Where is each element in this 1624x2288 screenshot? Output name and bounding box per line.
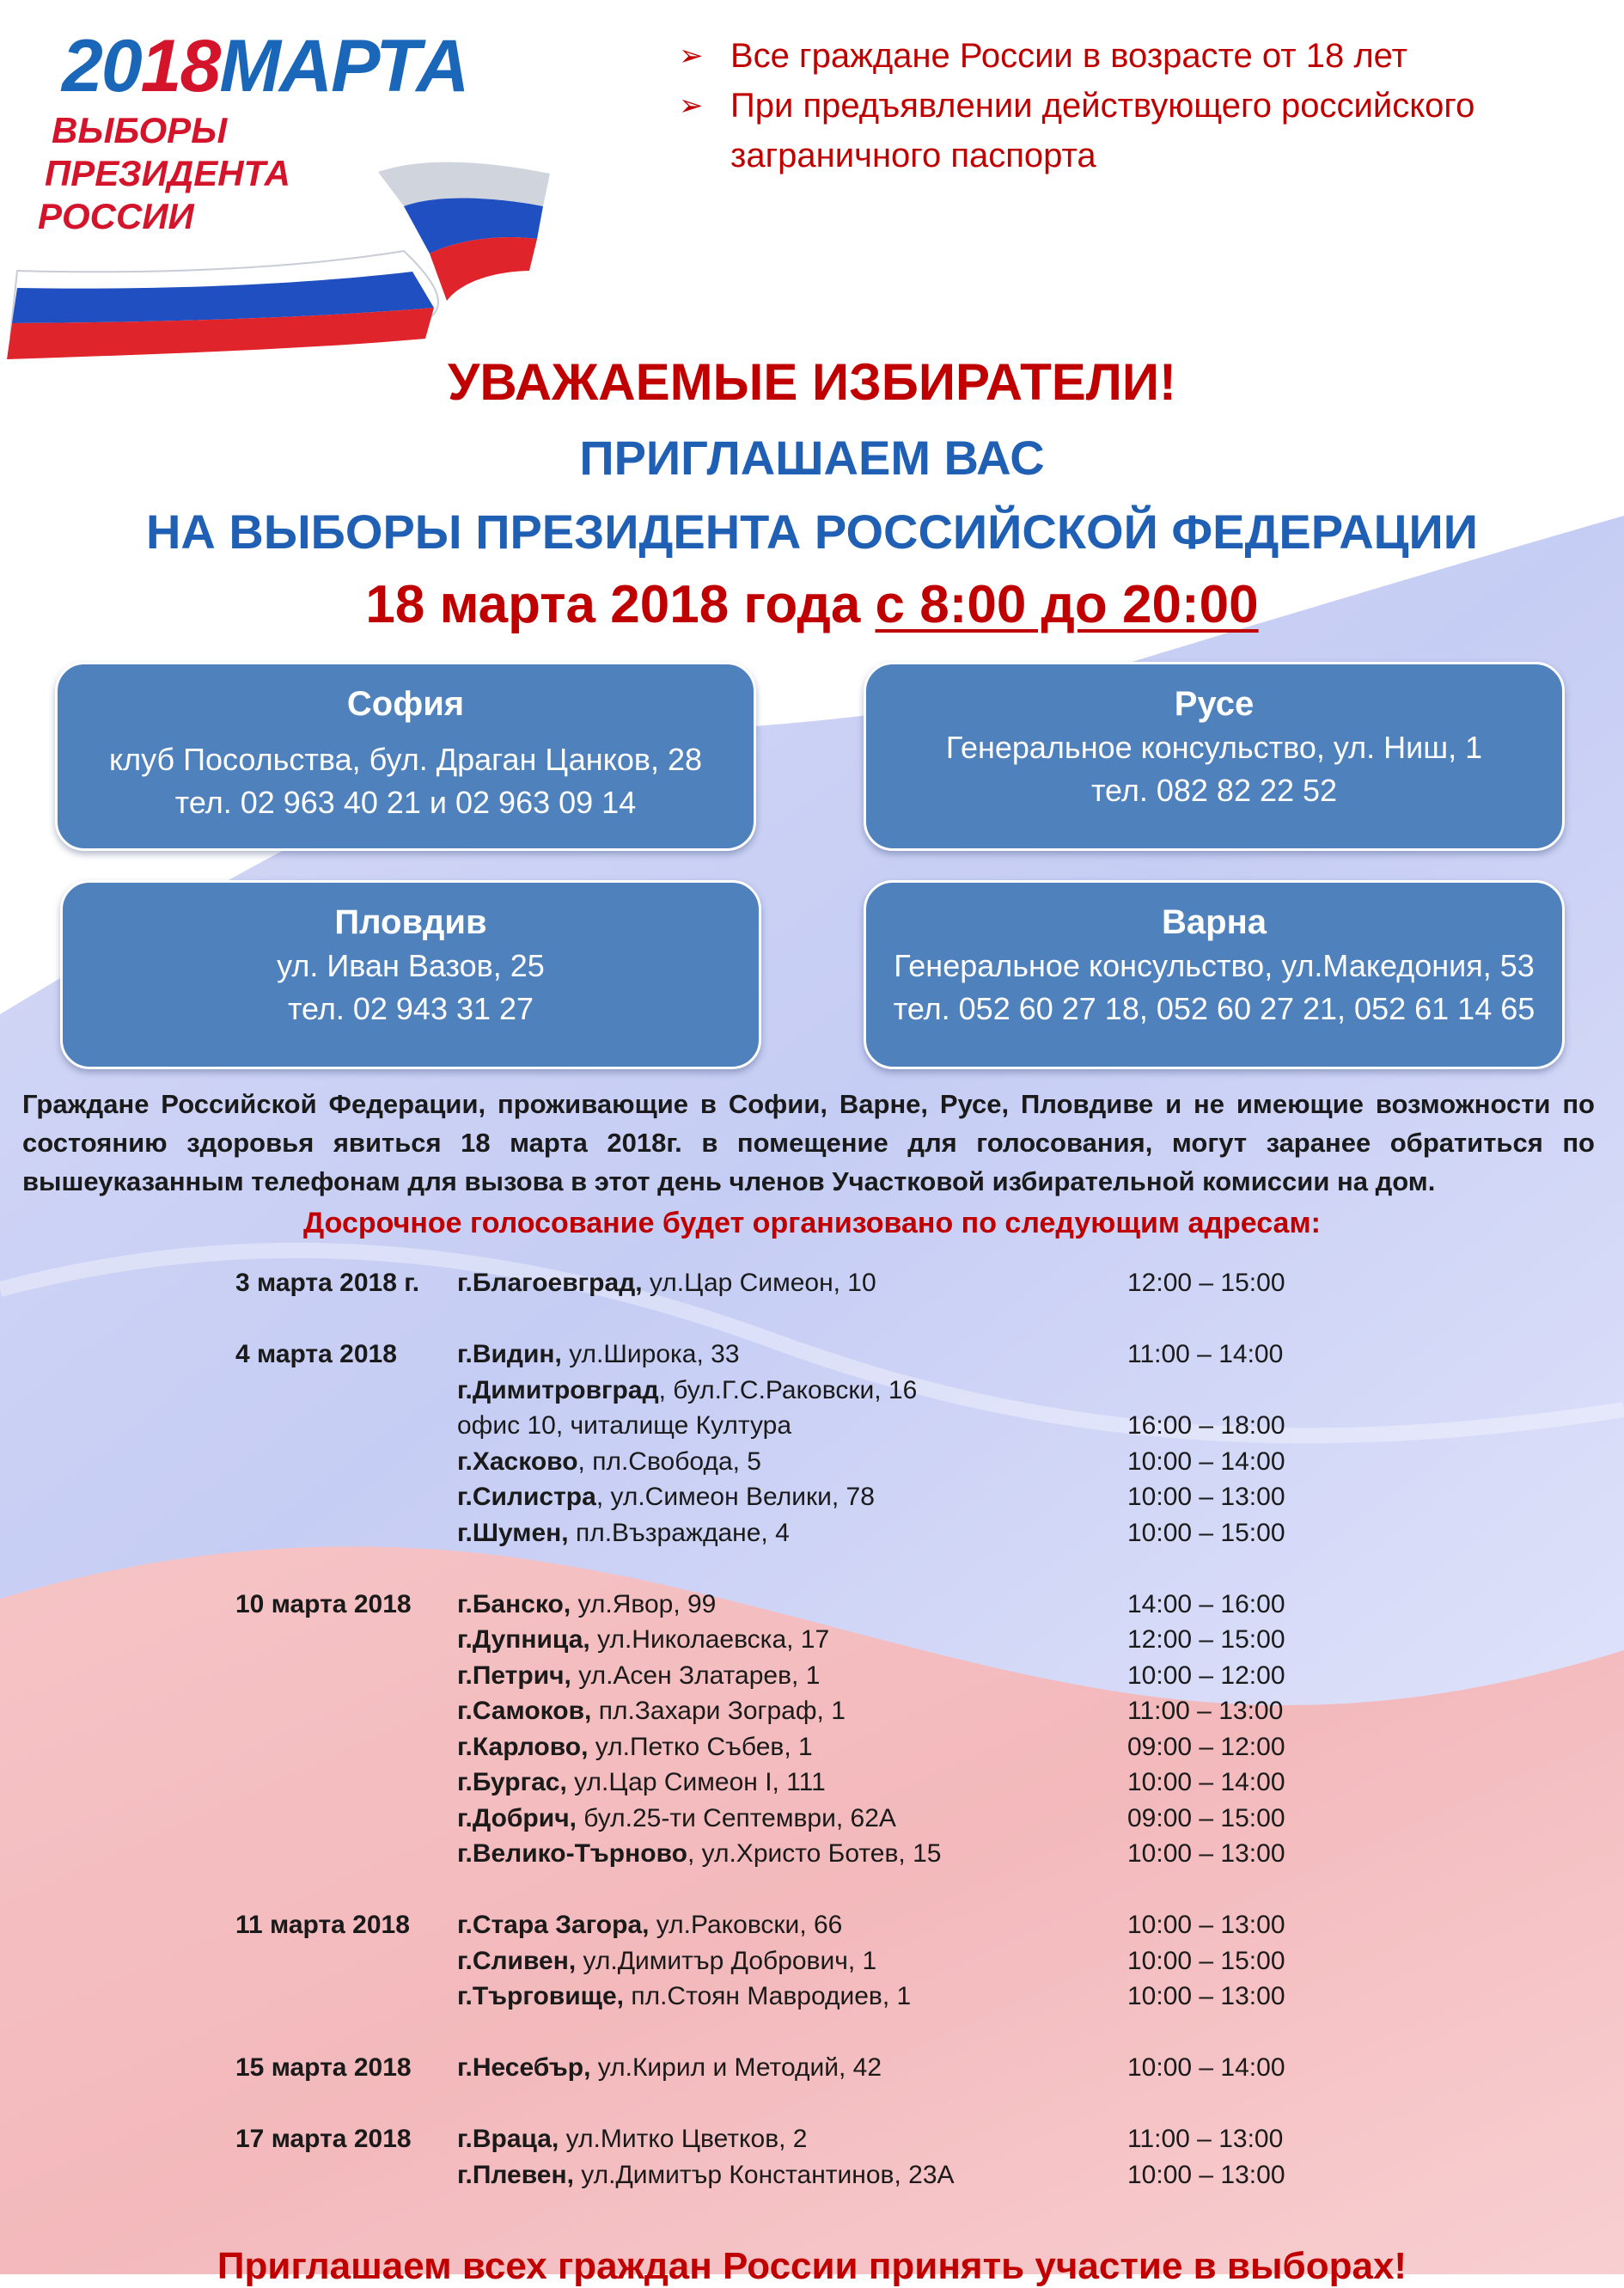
schedule-city: г.Благоевград,: [457, 1269, 643, 1297]
arrow-bullet-icon: ➢: [679, 40, 704, 72]
location-address: Генеральное консульство, ул.Македония, 53: [894, 948, 1535, 983]
schedule-time: 14:00 – 16:00: [1127, 1589, 1285, 1618]
schedule-address: пл.Стоян Мавродиев, 1: [624, 1982, 912, 2010]
location-box-ruse: [864, 662, 1565, 851]
schedule-time: 10:00 – 13:00: [1127, 1483, 1285, 1511]
schedule-date: 3 марта 2018 г.: [235, 1269, 420, 1297]
table-row: [235, 2121, 1438, 2157]
schedule-address: , пл.Свобода, 5: [577, 1447, 761, 1476]
schedule-city: г.Петрич,: [457, 1661, 571, 1690]
schedule-place: [457, 1658, 820, 1694]
table-row: [235, 1836, 1438, 1872]
schedule-time: 12:00 – 15:00: [1127, 1625, 1285, 1654]
home-voting-paragraph: Граждане Российской Федерации, проживающие в Софии, Варне, Русе, Пловдиве и не имеющие возможности по состоянию здоровья явиться 18 марта 2018г. в помещение для голосования, могут заранее обратиться по вышеуказанным телефонам для вызова в этот день членов Участковой избирательной комиссии на дом.: [22, 1089, 1595, 1196]
table-row: [235, 1587, 1438, 1623]
schedule-date: 11 марта 2018: [235, 1911, 410, 1939]
schedule-group: [235, 2121, 1438, 2193]
schedule-address: ул.Явор, 99: [571, 1589, 717, 1618]
location-city: Варна: [1162, 903, 1267, 941]
schedule-place: [457, 2050, 882, 2086]
schedule-time: 09:00 – 15:00: [1127, 1803, 1285, 1832]
schedule-place: [457, 1907, 842, 1943]
schedule-city: г.Димитровград: [457, 1375, 659, 1404]
list-item: [679, 31, 1590, 81]
table-row: [235, 1622, 1438, 1658]
schedule-city: г.Плевен,: [457, 2160, 574, 2189]
schedule-city: г.Бургас,: [457, 1768, 567, 1796]
schedule-city: г.Стара Загора,: [457, 1911, 650, 1939]
schedule-address: ул.Цар Симеон, 10: [642, 1269, 876, 1297]
logo-year-prefix: 20: [62, 25, 141, 107]
invite-heading: ПРИГЛАШАЕМ ВАС: [579, 431, 1045, 485]
schedule-time: 16:00 – 18:00: [1127, 1411, 1285, 1440]
schedule-place: [457, 1836, 941, 1872]
schedule-place: [457, 1337, 740, 1373]
schedule-place: [457, 2121, 808, 2157]
location-city: София: [346, 685, 465, 723]
list-item: [679, 81, 1590, 180]
schedule-group: [235, 1587, 1438, 1872]
schedule-city: г.Враца,: [457, 2125, 559, 2153]
schedule-time: 10:00 – 13:00: [1127, 2160, 1285, 2189]
location-address: ул. Иван Вазов, 25: [277, 948, 545, 983]
table-row: [235, 1515, 1438, 1551]
schedule-city: г.Шумен,: [457, 1518, 569, 1547]
schedule-time: 09:00 – 12:00: [1127, 1732, 1285, 1761]
schedule-place: [457, 1801, 896, 1837]
election-date-heading: [0, 574, 1624, 635]
location-address: Генеральное консульство, ул. Ниш, 1: [945, 730, 1483, 765]
requirement-text: При предъявлении действующего российского заграничного паспорта: [730, 87, 1475, 174]
schedule-city: г.Добрич,: [457, 1803, 577, 1832]
schedule-address: бул.25-ти Септември, 62А: [576, 1803, 896, 1832]
schedule-place: [457, 1943, 876, 1979]
schedule-address: ул.Петко Събев, 1: [588, 1732, 813, 1761]
early-voting-title: Досрочное голосование будет организовано по следующим адресам:: [303, 1207, 1321, 1239]
election-heading: НА ВЫБОРЫ ПРЕЗИДЕНТА РОССИЙСКОЙ ФЕДЕРАЦИИ: [145, 505, 1479, 559]
table-row: [235, 1729, 1438, 1765]
schedule-place: [457, 1765, 826, 1801]
table-row: [235, 1801, 1438, 1837]
election-date: 18 марта 2018 года: [365, 575, 876, 634]
schedule-city: г.Търговище,: [457, 1982, 624, 2010]
schedule-date: 17 марта 2018: [235, 2125, 412, 2153]
table-row: [235, 2050, 1438, 2086]
schedule-address: , ул.Симеон Велики, 78: [595, 1483, 875, 1511]
arrow-bullet-icon: ➢: [679, 89, 704, 122]
election-logo: [0, 0, 584, 361]
schedule-time: 10:00 – 13:00: [1127, 1839, 1285, 1868]
schedule-address: ул.Димитър Константинов, 23А: [573, 2160, 955, 2189]
schedule-city: г.Самоков,: [457, 1697, 592, 1725]
schedule-address: ул.Асен Златарев, 1: [571, 1661, 821, 1690]
flag-ribbon-icon: [0, 155, 584, 361]
schedule-city: г.Несебър,: [457, 2053, 591, 2082]
schedule-time: 10:00 – 13:00: [1127, 1982, 1285, 2010]
schedule-address: ул.Цар Симеон I, 111: [566, 1768, 826, 1796]
location-box-plovdiv: [60, 880, 761, 1069]
schedule-address: ул.Митко Цветков, 2: [559, 2125, 808, 2153]
schedule-address: ул.Димитър Добрович, 1: [576, 1946, 877, 1975]
schedule-time: 10:00 – 15:00: [1127, 1518, 1285, 1547]
schedule-time: 11:00 – 14:00: [1127, 1340, 1284, 1368]
schedule-place: [457, 1444, 761, 1480]
schedule-time: 12:00 – 15:00: [1127, 1269, 1285, 1297]
schedule-place: [457, 1622, 829, 1658]
logo-line-2: ПРЕЗИДЕНТА: [45, 153, 290, 193]
logo-line-3: РОССИИ: [38, 196, 194, 236]
location-city: Русе: [1174, 685, 1255, 723]
schedule-address: ул.Широка, 33: [561, 1340, 740, 1368]
location-phone: тел. 052 60 27 18, 052 60 27 21, 052 61 14 65: [893, 991, 1535, 1026]
table-row: [235, 1408, 1438, 1444]
schedule-time: 10:00 – 13:00: [1127, 1911, 1285, 1939]
location-city: Пловдив: [334, 903, 487, 941]
schedule-time: 11:00 – 13:00: [1127, 1697, 1284, 1725]
schedule-city: г.Велико-Търново: [457, 1839, 687, 1868]
schedule-place: [457, 1979, 911, 2015]
schedule-date: 4 марта 2018: [235, 1340, 397, 1368]
location-phone: тел. 082 82 22 52: [1090, 773, 1338, 808]
schedule-city: г.Хасково: [457, 1447, 578, 1476]
schedule-place: [457, 1693, 846, 1729]
table-row: [235, 1337, 1438, 1373]
main-heading: УВАЖАЕМЫЕ ИЗБИРАТЕЛИ!: [448, 353, 1176, 411]
schedule-city: г.Видин,: [457, 1340, 562, 1368]
location-phone: тел. 02 943 31 27: [287, 991, 534, 1026]
schedule-address: пл.Възраждане, 4: [568, 1518, 790, 1547]
table-row: [235, 1943, 1438, 1979]
schedule-time: 10:00 – 12:00: [1127, 1661, 1285, 1690]
table-row: [235, 1693, 1438, 1729]
schedule-date: 15 марта 2018: [235, 2053, 412, 2082]
table-row: [235, 1265, 1438, 1301]
schedule-city: г.Банско,: [457, 1589, 571, 1618]
table-row: [235, 1979, 1438, 2015]
schedule-time: 11:00 – 13:00: [1127, 2125, 1284, 2153]
table-row: [235, 1907, 1438, 1943]
table-row: [235, 1658, 1438, 1694]
schedule-address: , бул.Г.С.Раковски, 16: [658, 1375, 918, 1404]
schedule-time: 10:00 – 14:00: [1127, 1447, 1285, 1476]
schedule-city: г.Силистра: [457, 1483, 596, 1511]
schedule-place: [457, 1373, 917, 1409]
table-row: [235, 1479, 1438, 1515]
logo-year-accent: 18: [140, 25, 220, 107]
logo-date: [62, 24, 468, 109]
schedule-group: [235, 1337, 1438, 1551]
schedule-city: г.Сливен,: [457, 1946, 577, 1975]
requirements-list: [679, 31, 1590, 180]
requirement-text: Все граждане России в возрасте от 18 лет: [730, 37, 1407, 75]
location-phone: тел. 02 963 40 21 и 02 963 09 14: [174, 785, 637, 820]
schedule-address: пл.Захари Зограф, 1: [591, 1697, 846, 1725]
schedule-time: 10:00 – 14:00: [1127, 1768, 1285, 1796]
schedule-time: 10:00 – 15:00: [1127, 1946, 1285, 1975]
logo-month: МАРТА: [219, 25, 468, 107]
logo-line-1: ВЫБОРЫ: [52, 110, 228, 150]
closing-invitation: Приглашаем всех граждан России принять участие в выборах!: [217, 2245, 1407, 2287]
schedule-time: 10:00 – 14:00: [1127, 2053, 1285, 2082]
table-row: [235, 2157, 1438, 2193]
schedule-place: [457, 1515, 790, 1551]
schedule-place: [457, 1587, 716, 1623]
location-box-varna: [864, 880, 1565, 1069]
location-address: клуб Посольства, бул. Драган Цанков, 28: [108, 742, 703, 777]
schedule-address: ул.Николаевска, 17: [589, 1625, 830, 1654]
election-hours: с 8:00 до 20:00: [875, 575, 1259, 634]
schedule-date: 10 марта 2018: [235, 1589, 412, 1618]
schedule-place: [457, 1729, 813, 1765]
schedule-group: [235, 1265, 1438, 1301]
schedule-group: [235, 1907, 1438, 2015]
location-box-sofia: [55, 662, 756, 851]
schedule-address: , ул.Христо Ботев, 15: [687, 1839, 942, 1868]
schedule-place: [457, 2157, 955, 2193]
schedule-city: г.Карлово,: [457, 1732, 589, 1761]
early-voting-schedule: [235, 1265, 1438, 2229]
schedule-address: ул.Кирил и Методий, 42: [590, 2053, 882, 2082]
schedule-place: [457, 1408, 791, 1444]
schedule-group: [235, 2050, 1438, 2086]
schedule-place: [457, 1479, 875, 1515]
schedule-city: г.Дупница,: [457, 1625, 590, 1654]
schedule-address: офис 10, читалище Култура: [457, 1411, 792, 1440]
table-row: [235, 1373, 1438, 1409]
table-row: [235, 1444, 1438, 1480]
table-row: [235, 1765, 1438, 1801]
schedule-place: [457, 1265, 876, 1301]
schedule-address: ул.Раковски, 66: [649, 1911, 843, 1939]
